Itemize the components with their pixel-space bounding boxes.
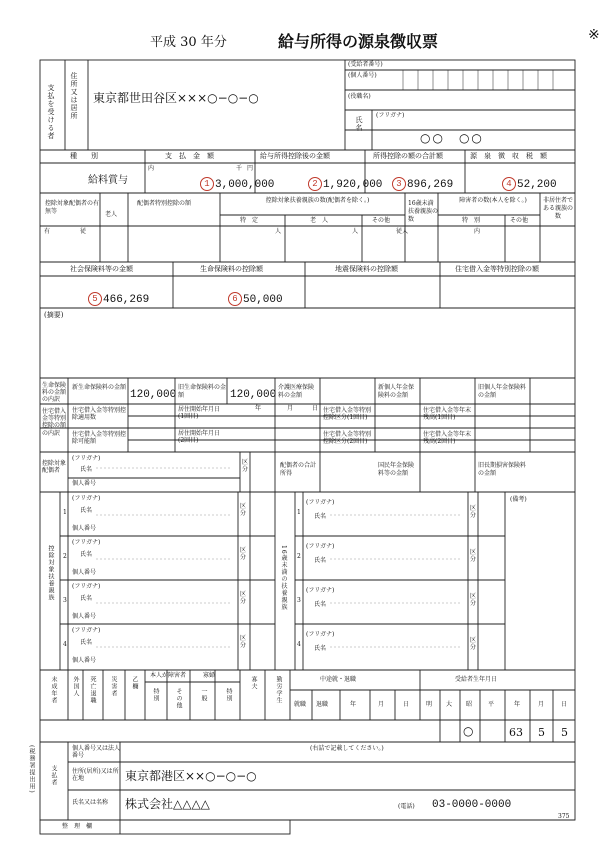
mid-label: 中途就・退職: [320, 676, 357, 683]
personal-no-label: (個人番号): [348, 72, 377, 79]
dep1-kubun: 区分: [240, 503, 247, 517]
flag-foreign: 外国人: [72, 676, 79, 697]
recipient-no-label: (受給者番号): [348, 61, 383, 68]
u16-1-kubun: 区分: [470, 505, 477, 519]
disabled-header: 障害者の数(本人を除く。): [459, 197, 527, 204]
new-pension-label: 新個人年金保険料の金額: [378, 384, 415, 399]
u16-1-furigana: (フリガナ): [306, 499, 335, 506]
juu-label: 従: [80, 228, 87, 235]
flag-general: 一般: [200, 688, 207, 702]
old-life-value: 120,000: [230, 389, 277, 401]
flag-widow-special: 特別: [225, 688, 232, 702]
payer-name: 株式会社△△△△: [125, 797, 210, 811]
other-label: その他: [372, 217, 391, 224]
asterisk-mark: ※: [588, 27, 600, 43]
tel-label: (電話): [398, 803, 415, 810]
flag-otsu: 乙欄: [131, 676, 138, 690]
possible-label: 住宅借入金等特別控除可能額: [72, 431, 127, 446]
seiri-label: 整 理 欄: [62, 823, 93, 830]
payer-no-note: (右詰で記載してください。): [310, 745, 384, 752]
start2-label: 居住開始年月日(2回目): [178, 430, 221, 445]
dep-num-1: 1: [63, 509, 67, 516]
u16-num-2: 2: [297, 553, 301, 560]
specific-label: 特 定: [240, 217, 259, 224]
spouse-label: 控除対象配偶者: [42, 460, 67, 475]
under16-label: 16歳未満扶養親族の数: [408, 200, 439, 223]
u16-3-kubun: 区分: [470, 593, 477, 607]
dep2-name: 氏名: [80, 551, 93, 558]
pay-unit-yen: 円: [247, 165, 254, 172]
tax-office-label: (税務署提出用): [28, 745, 35, 794]
spouse-personal-no: 個人番号: [72, 480, 97, 487]
payer-no-label: 個人番号又は法人番号: [72, 745, 121, 760]
withholding-amount: 4 52,200: [502, 177, 557, 191]
payee-address: 東京都世田谷区×××○−○−○: [93, 91, 259, 105]
circle-6: 6: [228, 292, 242, 306]
year-unit: 年分: [200, 35, 227, 50]
mid-leave: 退職: [316, 701, 329, 708]
birth-taisho: 大: [446, 701, 453, 708]
payee-section-label: 支払を受ける者: [47, 84, 55, 140]
deduction-total-amount: 3 896,269: [392, 177, 453, 191]
payee-name-label: 氏名: [355, 116, 363, 132]
payee-name: ○○ ○○: [420, 131, 484, 145]
after-deduction-amount: 2 1,920,000: [308, 177, 382, 191]
summary-deduction-total-header: 所得控除の額の合計額: [373, 152, 443, 160]
spouse-income-label: 配偶者の合計所得: [280, 462, 317, 477]
under16-dependents-label: 16歳未満の扶養親族: [280, 545, 287, 611]
elderly-person-unit: 人: [352, 228, 359, 235]
mid-join: 就職: [294, 701, 307, 708]
summary-withholding-header: 源 泉 徴 収 税 額: [470, 152, 547, 160]
dep2-personal: 個人番号: [72, 569, 97, 576]
dep1-name: 氏名: [80, 507, 93, 514]
pay-unit-sen: 千: [236, 165, 243, 172]
era-year: 平成: [150, 35, 177, 50]
circle-2: 2: [308, 177, 322, 191]
payer-section-label: 支払者: [50, 765, 57, 786]
dep-num-3: 3: [63, 597, 67, 604]
nonresident-label: 非居住者である親族の数: [543, 197, 574, 220]
dep-num-2: 2: [63, 553, 67, 560]
birth-era-mark: ○: [463, 724, 474, 738]
spouse-kubun: 区分: [242, 459, 249, 473]
elder-label: 老人: [105, 211, 118, 218]
flag-special: 特別: [152, 688, 159, 702]
form-title: 給与所得の源泉徴収票: [278, 32, 439, 51]
birth-year: 年: [514, 701, 521, 708]
kubun2-label: 住宅借入金等特別控除区分(2回目): [323, 431, 372, 446]
dep-num-4: 4: [63, 641, 67, 648]
new-life-value: 120,000: [130, 389, 177, 401]
disabled-other-label: その他: [510, 217, 529, 224]
inner-label: 内: [148, 165, 155, 172]
dependents-count-header: 控除対象扶養親族の数(配偶者を除く。): [265, 197, 370, 204]
summary-kind-header: 種 別: [70, 152, 98, 160]
circle-4: 4: [502, 177, 516, 191]
circle-3: 3: [392, 177, 406, 191]
payer-address-label: 住所(居所)又は所在地: [72, 768, 119, 783]
disabled-inner-label: 内: [474, 228, 481, 235]
tekiyo-label: (摘要): [44, 311, 64, 319]
housing-loan-header: 住宅借入金等特別控除の額: [455, 265, 539, 273]
tel-value: 03-0000-0000: [432, 799, 512, 811]
elderly-label: 老 人: [310, 217, 329, 224]
yes-label: 有: [44, 228, 51, 235]
u16-3-furigana: (フリガナ): [306, 587, 335, 594]
old-earthquake-label: 旧長期損害保険料の金額: [478, 462, 527, 477]
birth-day-value: 5: [561, 726, 568, 739]
housing-applicable-label: 住宅借入金等特別控除適用数: [72, 407, 127, 422]
bal1-label: 住宅借入金等年末残高(1回目): [423, 407, 472, 422]
circle-1: 1: [200, 177, 214, 191]
dep4-name: 氏名: [80, 639, 93, 646]
income-kind: 給料賞与: [88, 175, 128, 186]
bal2-label: 住宅借入金等年末残高(2回目): [423, 431, 472, 446]
mid-day: 日: [403, 701, 410, 708]
social-insurance-header: 社会保険料等の金額: [70, 265, 133, 273]
u16-2-kubun: 区分: [470, 549, 477, 563]
dep3-furigana: (フリガナ): [72, 583, 101, 590]
dep3-name: 氏名: [80, 595, 93, 602]
specific-person-unit: 人: [275, 228, 282, 235]
day-label: 日: [312, 405, 319, 412]
pay-amount: 1 3,000,000: [200, 177, 274, 191]
new-life-label: 新生命保険料の金額: [72, 384, 127, 391]
flag-death: 死亡退職: [89, 676, 96, 704]
birth-day: 日: [561, 701, 568, 708]
flag-minor: 未成年者: [50, 676, 57, 704]
old-life-label: 旧生命保険料の金額: [178, 384, 227, 399]
birth-meiji: 明: [426, 701, 433, 708]
flag-group-disabled: 本人が障害者: [150, 672, 187, 679]
life-insurance-header: 生命保険料の控除額: [200, 265, 263, 273]
old-pension-label: 旧個人年金保険料の金額: [478, 384, 527, 399]
biko-label: (備考): [510, 496, 527, 503]
flag-other: その他: [175, 688, 182, 709]
circle-5: 5: [88, 292, 102, 306]
position-label: (役職名): [348, 93, 371, 100]
dep1-furigana: (フリガナ): [72, 495, 101, 502]
national-pension-label: 国民年金保険料等の金額: [378, 462, 415, 477]
u16-2-name: 氏名: [314, 557, 327, 564]
dep3-personal: 個人番号: [72, 613, 97, 620]
dependents-label: 控除対象扶養親族: [47, 545, 54, 601]
payer-address: 東京都港区××○−○−○: [125, 769, 257, 783]
payer-name-label: 氏名又は名称: [72, 799, 109, 806]
spouse-name-label: 氏名: [80, 466, 93, 473]
care-label: 介護医療保険料の金額: [278, 384, 315, 399]
other-person-unit: 従人: [396, 228, 409, 235]
earthquake-insurance-header: 地震保険料の控除額: [335, 265, 398, 273]
birth-label: 受給者生年月日: [455, 676, 498, 683]
birth-year-value: 63: [509, 726, 523, 739]
start1-label: 居住開始年月日(1回目): [178, 406, 221, 421]
mid-year: 年: [350, 701, 357, 708]
u16-4-kubun: 区分: [470, 637, 477, 651]
disabled-special-label: 特 別: [462, 217, 481, 224]
life-breakdown-label: 生命保険料の金額の内訳: [42, 382, 67, 404]
u16-num-1: 1: [297, 509, 301, 516]
flag-student: 勤労学生: [275, 676, 282, 704]
housing-breakdown-label: 住宅借入金等特別控除の額の内訳: [42, 408, 67, 437]
u16-num-3: 3: [297, 597, 301, 604]
birth-month: 月: [538, 701, 545, 708]
year: 30: [180, 35, 197, 50]
flag-widower: 寡夫: [250, 676, 257, 690]
summary-after-deduction-header: 給与所得控除後の金額: [260, 152, 330, 160]
flag-disaster: 災害者: [110, 676, 117, 697]
summary-pay-header: 支 払 金 額: [165, 152, 214, 160]
spouse-furigana: (フリガナ): [72, 455, 101, 462]
dep1-personal: 個人番号: [72, 525, 97, 532]
special-deduction-label: 配偶者特別控除の額: [137, 200, 192, 207]
dep4-furigana: (フリガナ): [72, 627, 101, 634]
dep2-kubun: 区分: [240, 547, 247, 561]
dep3-kubun: 区分: [240, 591, 247, 605]
month-label: 月: [287, 405, 294, 412]
birth-month-value: 5: [538, 726, 545, 739]
dep4-kubun: 区分: [240, 635, 247, 649]
furigana-label: (フリガナ): [376, 112, 405, 119]
u16-4-name: 氏名: [314, 645, 327, 652]
address-label: 住所又は居所: [70, 72, 78, 120]
tax-year: [150, 36, 227, 49]
u16-3-name: 氏名: [314, 601, 327, 608]
life-insurance-amount: 6 50,000: [228, 292, 283, 306]
spouse-status-label: 控除対象配偶者の有無等: [45, 200, 100, 215]
kubun1-label: 住宅借入金等特別控除区分(1回目): [323, 407, 372, 422]
dep2-furigana: (フリガナ): [72, 539, 101, 546]
u16-4-furigana: (フリガナ): [306, 631, 335, 638]
dep4-personal: 個人番号: [72, 657, 97, 664]
flag-group-widow: 寡婦: [203, 672, 216, 679]
year-label: 年: [255, 405, 262, 412]
u16-num-4: 4: [297, 641, 301, 648]
social-insurance-amount: 5 466,269: [88, 292, 149, 306]
mid-month: 月: [378, 701, 385, 708]
birth-showa: 昭: [466, 701, 473, 708]
page-number: 375: [558, 813, 570, 820]
u16-1-name: 氏名: [314, 513, 327, 520]
birth-heisei: 平: [488, 701, 495, 708]
u16-2-furigana: (フリガナ): [306, 543, 335, 550]
